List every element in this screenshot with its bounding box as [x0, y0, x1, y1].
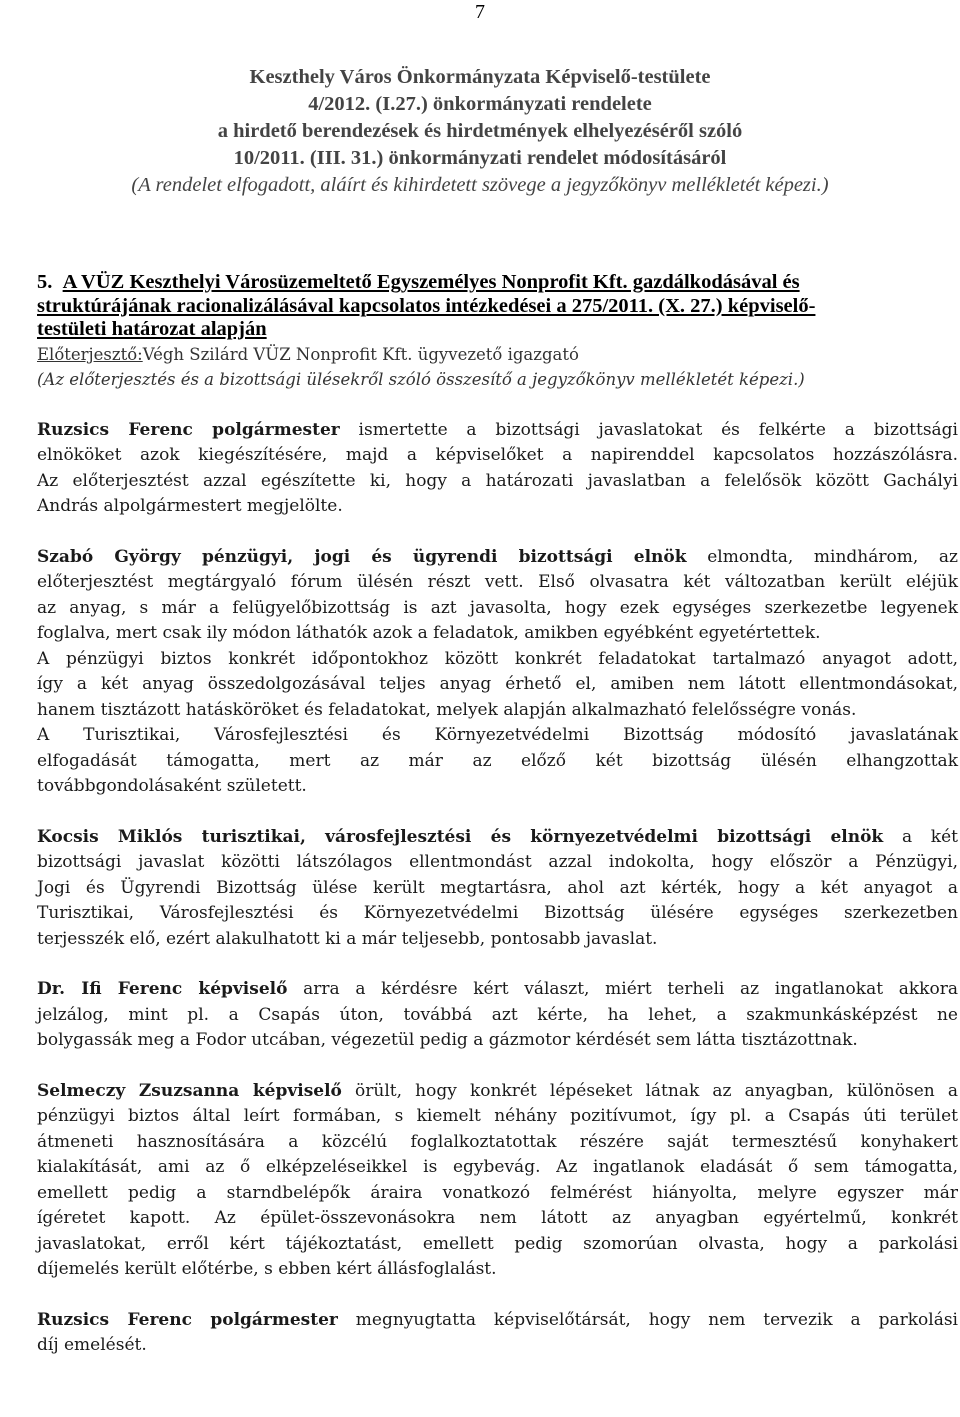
paragraph-4 [37, 977, 958, 1054]
paragraph-line: bolygassák meg a Fodor utcában, végezetül pedig a gázmotor kérdését sem látta tisztázottnak. [37, 1030, 858, 1050]
paragraph-line: hanem tisztázott hatásköröket és feladatokat, melyek alapján alkalmazható felelősségre vonás. [37, 699, 857, 720]
paragraph-line: előterjesztést megtárgyaló fórum ülésén részt vett. Első olvasatra két változatban került eléjük [37, 572, 958, 592]
paragraph-line: foglalva, mert csak ily módon láthatók azok a feladatok, amikben egyébként egyetértettek. [37, 623, 821, 643]
paragraph-line: javaslatokat, erről kért tájékoztatást, emellett pedig szomorúan olvasta, hogy a parkolási [37, 1233, 958, 1254]
speaker-name: Selmeczy Zsuzsanna képviselő [37, 1080, 342, 1101]
paragraph-line: Ruzsics Ferenc polgármester megnyugtatta képviselőtársát, hogy nem tervezik a parkolási [37, 1309, 958, 1330]
paragraph-line: Kocsis Miklós turisztikai, városfejlesztési és környezetvédelmi bizottsági elnök a két [37, 826, 958, 847]
presenter-line [37, 342, 958, 367]
agenda-title-line-1 [37, 271, 958, 295]
agenda-number: 5. [37, 271, 53, 293]
paragraph-1 [37, 418, 958, 520]
header-amended-regulation: 10/2011. (III. 31.) önkormányzati rendelet módosításáról [233, 147, 727, 169]
paragraph-line: díj emelését. [37, 1335, 147, 1355]
page-number: 7 [475, 1, 485, 23]
paragraph-line: terjesszék elő, ezért alakulhatott ki a már teljesebb, pontosabb javaslat. [37, 928, 658, 949]
paragraph-line: András alpolgármestert megjelölte. [37, 496, 343, 516]
paragraph-line: továbbgondolásaként született. [37, 776, 307, 796]
speaker-name: Ruzsics Ferenc polgármester [37, 1309, 338, 1330]
paragraph-line: Az előterjesztést azzal egészítette ki, hogy a határozati javaslatban a felelősök között Gachályi [37, 470, 958, 491]
speaker-name: Szabó György pénzügyi, jogi és ügyrendi bizottsági elnök [37, 546, 687, 567]
agenda-title-line-2: struktúrájának racionalizálásával kapcsolatos intézkedései a 275/2011. (X. 27.) képviselő- [37, 294, 816, 317]
paragraph-line: pénzügyi biztos által leírt formában, s kiemelt néhány pozitívumot, így pl. a Csapás úti terület [37, 1106, 958, 1126]
paragraph-6 [37, 1308, 958, 1359]
agenda-note: (Az előterjesztés és a bizottsági ülésekről szóló összesítő a jegyzőkönyv mellékletét képezi.) [37, 369, 805, 389]
presenter-name: Végh Szilárd VÜZ Nonprofit Kft. ügyvezető igazgató [142, 344, 579, 364]
paragraph-line: kialakítását, ami az ő elképzeléseikkel is egybevág. Az ingatlanok eladását ő sem támogatta, [37, 1157, 958, 1177]
paragraph-line: jelzálog, mint pl. a Csapás úton, továbbá azt kérte, ha lehet, a szakmunkásképzést ne [37, 1004, 958, 1025]
paragraph-line: Selmeczy Zsuzsanna képviselő örült, hogy konkrét lépéseket látnak az anyagban, különösen a [37, 1080, 958, 1101]
speaker-name: Ruzsics Ferenc polgármester [37, 419, 340, 440]
speaker-name: Kocsis Miklós turisztikai, városfejlesztési és környezetvédelmi bizottsági elnök [37, 826, 884, 847]
paragraph-line: díjemelés került előtérbe, s ebben kért állásfoglalást. [37, 1259, 497, 1279]
paragraph-line: Szabó György pénzügyi, jogi és ügyrendi bizottsági elnök elmondta, mindhárom, az [37, 546, 958, 567]
paragraph-line: A Turisztikai, Városfejlesztési és Környezetvédelmi Bizottság módosító javaslatának [37, 725, 958, 745]
paragraph-line: elfogadását támogatta, mert az már az előző két bizottság ülésén elhangzottak [37, 750, 958, 771]
document-header [0, 64, 960, 199]
header-regulation-subject: a hirdető berendezések és hirdetmények elhelyezéséről szóló [217, 120, 743, 142]
header-regulation-number: 4/2012. (I.27.) önkormányzati rendelete [308, 93, 652, 115]
header-council-name: Keszthely Város Önkormányzata Képviselő-testülete [249, 66, 711, 88]
paragraph-2 [37, 545, 958, 800]
paragraph-5 [37, 1079, 958, 1283]
agenda-title-text-1: A VÜZ Keszthelyi Városüzemeltető Egyszemélyes Nonprofit Kft. gazdálkodásával és [62, 271, 800, 293]
paragraph-line: Ruzsics Ferenc polgármester ismertette a bizottsági javaslatokat és felkérte a bizottsági [37, 419, 958, 440]
paragraph-line: Jogi és Ügyrendi Bizottság ülése került megtartásra, ahol azt kérték, hogy a két anyagot a [37, 877, 958, 898]
paragraph-line: ígéretet kapott. Az épület-összevonásokra nem látott az anyagban egyértelmű, konkrét [37, 1208, 958, 1228]
paragraph-line: emellett pedig a starndbelépők áraira vonatkozó felmérést hiányolta, melyre egyszer már [37, 1182, 958, 1203]
presenter-label: Előterjesztő: [37, 344, 143, 364]
paragraph-line: az anyag, s már a felügyelőbizottság is azt javasolta, hogy ezek egységes szerkezetbe legyenek [37, 597, 958, 618]
paragraph-line: elnököket azok kiegészítésére, majd a képviselőket a napirenddel kapcsolatos hozzászólásra. [37, 445, 958, 465]
paragraph-line: átmeneti hasznosítására a közcélú foglalkoztatottak részére saját termesztésű konyhakert [37, 1131, 958, 1152]
header-note: (A rendelet elfogadott, aláírt és kihirdetett szövege a jegyzőkönyv mellékletét képezi.) [131, 174, 829, 196]
paragraph-line: bizottsági javaslat közötti látszólagos ellentmondást azzal indokolta, hogy először a Pénzügyi, [37, 852, 958, 872]
agenda-title-line-3: testületi határozat alapján [37, 318, 267, 340]
paragraph-line: A pénzügyi biztos konkrét időpontokhoz között konkrét feladatokat tartalmazó anyagot adott, [37, 648, 958, 669]
speaker-name: Dr. Ifi Ferenc képviselő [37, 979, 288, 999]
paragraph-line: így a két anyag összedolgozásával teljes anyag érhető el, amiben nem látott ellentmondásokat, [37, 674, 958, 694]
document-body [37, 271, 958, 1359]
paragraph-line: Turisztikai, Városfejlesztési és Környezetvédelmi Bizottság ülésére egységes szerkezetben [37, 903, 958, 923]
paragraph-3 [37, 825, 958, 953]
paragraph-line: Dr. Ifi Ferenc képviselő arra a kérdésre kért választ, miért terheli az ingatlanokat akkora [37, 979, 958, 999]
agenda-item-title [37, 271, 958, 342]
